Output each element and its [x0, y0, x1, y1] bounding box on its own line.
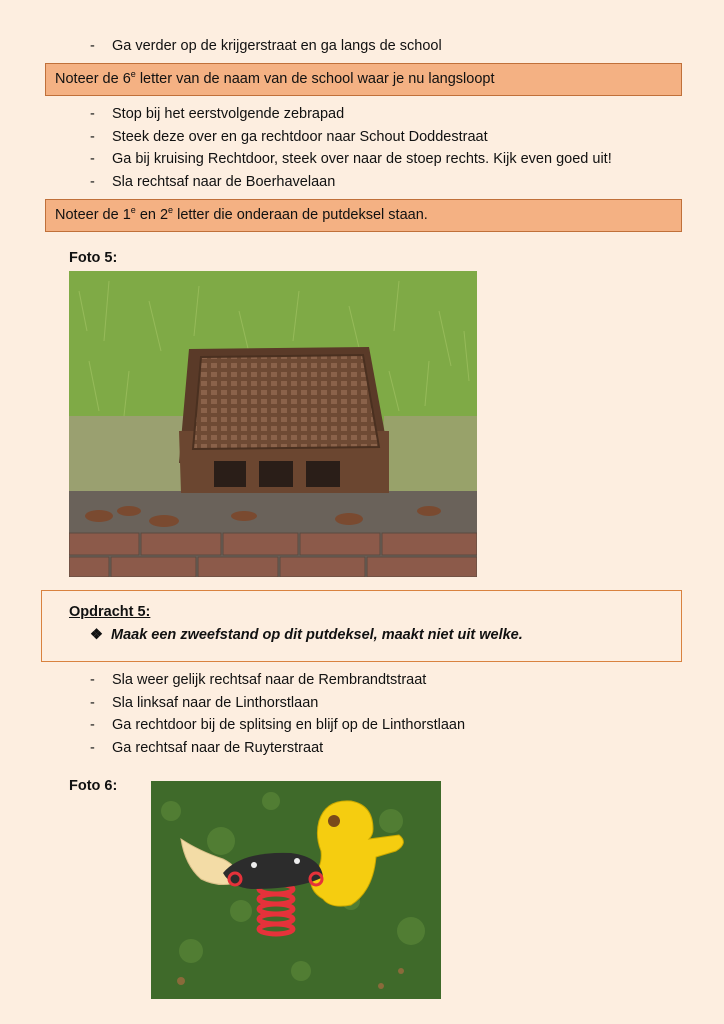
list-item: - Sla weer gelijk rechtsaf naar de Rembrandtstraat: [90, 669, 465, 692]
instruction-list-2: [90, 103, 612, 193]
note-sup: e: [130, 69, 136, 80]
list-item: - Sla rechtsaf naar de Boerhavelaan: [90, 171, 612, 194]
foto-6-label: Foto 6:: [69, 778, 118, 794]
note-box-putdeksel-letters: [45, 199, 682, 232]
note-sup: e: [130, 205, 136, 216]
diamond-bullet-icon: ❖: [90, 627, 103, 643]
note-text: en 2: [135, 207, 169, 223]
list-item: - Sla linksaf naar de Linthorstlaan: [90, 692, 465, 715]
list-item: - Stop bij het eerstvolgende zebrapad: [90, 103, 612, 126]
note-sup: e: [168, 205, 174, 216]
note-text: letter van de naam van de school waar je nu langsloopt: [135, 71, 495, 87]
note-text: Noteer de 6: [55, 71, 131, 87]
photo-manhole-cover: [69, 271, 477, 577]
list-item: - Ga rechtsaf naar de Ruyterstraat: [90, 737, 465, 760]
note-text: Noteer de 1: [55, 207, 131, 223]
assignment-text: Maak een zweefstand op dit putdeksel, maakt niet uit welke.: [111, 627, 523, 643]
list-item: - Ga bij kruising Rechtdoor, steek over naar de stoep rechts. Kijk even goed uit!: [90, 148, 612, 171]
assignment-box: [41, 590, 682, 662]
foto-5-label: Foto 5:: [69, 250, 118, 266]
list-item: - Ga rechtdoor bij de splitsing en blijf op de Linthorstlaan: [90, 714, 465, 737]
instruction-list-1: [90, 35, 442, 58]
note-text: letter die onderaan de putdeksel staan.: [173, 207, 428, 223]
instruction-list-3: [90, 669, 465, 759]
list-item: - Ga verder op de krijgerstraat en ga langs de school: [90, 35, 442, 58]
assignment-title: Opdracht 5:: [69, 604, 151, 620]
assignment-item: [90, 627, 523, 643]
photo-spring-rider-duck: [151, 781, 441, 999]
note-box-school-letter: [45, 63, 682, 96]
list-item: - Steek deze over en ga rechtdoor naar Schout Doddestraat: [90, 126, 612, 149]
